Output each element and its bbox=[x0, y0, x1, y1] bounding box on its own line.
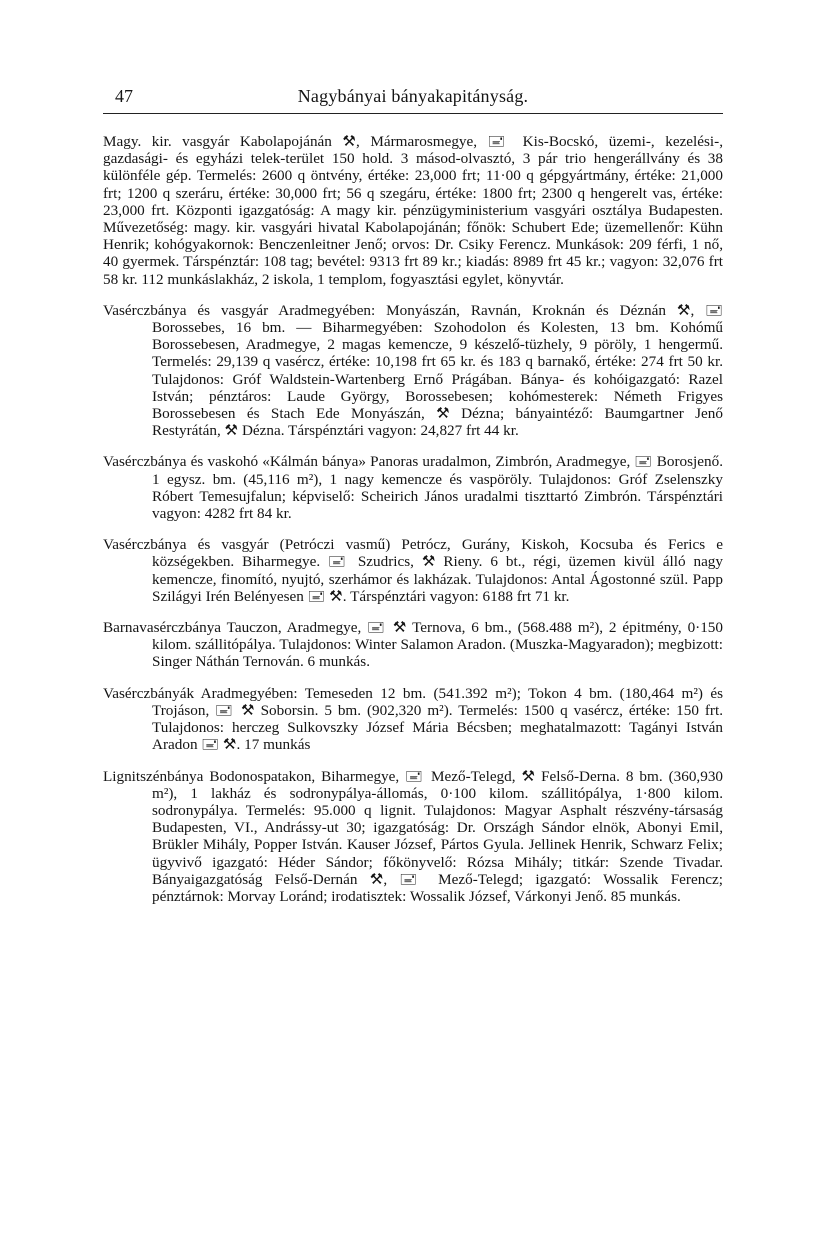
entry-bodonospatak-lignite-mine: Lignitszénbánya Bodonospatakon, Biharmegye, 🖃 Mező-Telegd, ⚒ Felső-Derna. 8 bm. (360,930 m²), 1 lakház és sodronypálya-állomás, 0·100 kilom. szállitópálya, 1·800 kilom. sodronypálya. Termelés: 95.000 q lignit. Tulajdonos: Magyar Asphalt részvény-társaság Budapesten, VI., Andrássy-ut 30; igazgatóság: Dr. Országh Sándor elnök, Abonyi Emil, Brükler Mihály, Popper István. Kauser József, Pártos Gyula. Jellinek Henrik, Schwarz Felix; ügyvivő igazgató: Héder Sándor; főkönyvelő: Rózsa Mihály; titkár: Szende Tivadar. Bányaigazgatóság Felső-Dernán ⚒, 🖃 Mező-Telegd; igazgató: Wossalik Ferencz; pénztárnok: Morvay Loránd; irodatisztek: Wossalik József, Várkonyi Jenő. 85 munkás. bbox=[103, 767, 723, 905]
page-header bbox=[103, 84, 723, 110]
header-rule bbox=[103, 113, 723, 114]
entry-borossebes-iron-mine: Vasérczbánya és vasgyár Aradmegyében: Monyászán, Ravnán, Kroknán és Déznán ⚒, 🖃 Borossebes, 16 bm. — Biharmegyében: Szohodolon és Kolesten, 13 bm. Kohómű Borossebesen, Aradmegye, 2 magas kemencze, 9 készelő-tüzhely, 9 pöröly, 1 hengermű. Termelés: 29,139 q vasércz, értéke: 10,198 frt 65 kr. és 183 q barnakő, értéke: 274 frt 50 kr. Tulajdonos: Gróf Waldstein-Wartenberg Ernő Prágában. Bánya- és kohóigazgató: Razel István; pénztáros: Laude György, Borossebesen; kohómesterek: Németh Frigyes Borossebesen és Stach Ede Monyászán, ⚒ Dézna; bányaintéző: Baumgartner Jenő Restyrátán, ⚒ Dézna. Társpénztári vagyon: 24,827 frt 44 kr. bbox=[103, 301, 723, 440]
entry-petrocz-ironworks: Vasérczbánya és vasgyár (Petróczi vasmű) Petrócz, Gurány, Kiskoh, Kocsuba és Ferics e községekben. Biharmegye. 🖃 Szudrics, ⚒ Rieny. 6 bt., régi, üzemen kivül álló nagy kemencze, finomító, nyujtó, szerhámor és lakházak. Tulajdonos: Antal Ágostonné szül. Papp Szilágyi Irén Belényesen 🖃 ⚒. Társpénztári vagyon: 6188 frt 71 kr. bbox=[103, 536, 723, 605]
page-number: 47 bbox=[115, 86, 133, 106]
entry-temesed-iron-mines: Vasérczbányák Aradmegyében: Temeseden 12 bm. (541.392 m²); Tokon 4 bm. (180,464 m²) és Trojáson, 🖃 ⚒ Soborsin. 5 bm. (902,320 m²). Termelés: 1500 q vasércz, értéke: 150 frt. Tulajdonos: herczeg Sulkovszky József Mária Bécsben; meghatalmazott: Tagányi István Aradon 🖃 ⚒. 17 munkás bbox=[103, 684, 723, 754]
entry-kabolapojana-ironworks: Magy. kir. vasgyár Kabolapojánán ⚒, Mármarosmegye, 🖃 Kis-Bocskó, üzemi-, kezelési-, gazdasági- és egyházi telek-terület 150 hold. 3 másod-olvasztó, 3 pár trio hengerállvány és 38 különféle gép. Termelés: 2600 q öntvény, értéke: 23,000 frt; 11·00 q gépgyártmány, értéke: 21,000 frt; 1200 q szeráru, értéke: 30,000 frt; 56 q szegáru, értéke: 1800 frt; 2300 q hengerelt vas, értéke: 23,000 frt. Központi igazgatóság: A magy kir. pénzügyministerium vasgyári osztálya Budapesten. Művezetőség: magy. kir. vasgyári hivatal Kabolapojánán; főnök: Schubert Ede; üzemellenőr: Kühn Henrik; kohógyakornok: Benczenleitner Jenő; orvos: Dr. Csiky Ferencz. Munkások: 209 férfi, 1 nő, 40 gyermek. Társpénztár: 108 tag; bevétel: 9313 frt 89 kr.; kiadás: 8989 frt 45 kr.; vagyon: 32,076 frt 58 kr. 112 munkáslakház, 2 iskola, 1 templom, fogyasztási egylet, könyvtár. bbox=[103, 133, 723, 288]
running-title: Nagybányai bányakapitányság. bbox=[297, 86, 529, 106]
entries-list bbox=[103, 133, 723, 919]
entry-taucz-iron-mine: Barnavasérczbánya Tauczon, Aradmegye, 🖃 ⚒ Ternova, 6 bm., (568.488 m²), 2 épitmény, 0·150 kilom. szállitópálya. Tulajdonos: Winter Salamon Aradon. (Muszka-Magyaradon); megbizott: Singer Náthán Ternován. 6 munkás. bbox=[103, 619, 723, 671]
entry-zimbro-iron-mine: Vasérczbánya és vaskohó «Kálmán bánya» Panoras uradalmon, Zimbrón, Aradmegye, 🖃 Borosjenő. 1 egysz. bm. (45,116 m²), 1 nagy kemencze és vaspöröly. Tulajdonos: Gróf Zselenszky Róbert Temesujfalun; képviselő: Scheirich János uradalmi tiszttartó Zimbrón. Társpénztári vagyon: 4282 frt 84 kr. bbox=[103, 453, 723, 523]
